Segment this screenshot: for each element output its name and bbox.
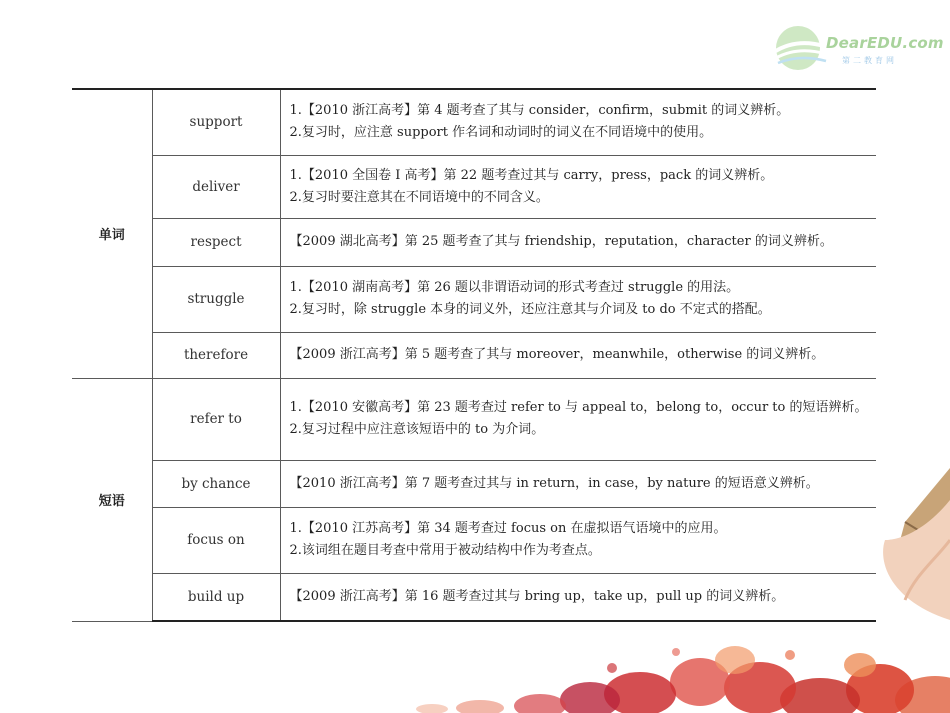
table-row [72,460,876,507]
note-cell [280,332,876,378]
table-row [72,266,876,332]
note-line: 【2010 浙江高考】第 7 题考查过其与 in return，in case，by nature 的短语意义辨析。 [289,475,819,491]
note-line: 2.复习过程中应注意该短语中的 to 为介词。 [289,422,545,437]
term-cell: deliver [152,155,280,218]
note-line: 1.【2010 湖南高考】第 26 题以非谓语动词的形式考查过 struggle 的用法。 [289,280,740,295]
term-cell: refer to [152,378,280,460]
note-line: 【2009 浙江高考】第 16 题考查过其与 bring up，take up，pull up 的词义辨析。 [289,588,785,604]
note-cell [280,507,876,573]
note-line: 2.该词组在题目考查中常用于被动结构中作为考查点。 [289,543,601,558]
note-line: 1.【2010 安徽高考】第 23 题考查过 refer to 与 appeal to，belong to，occur to 的短语辨析。 [289,400,868,415]
table-row [72,89,876,155]
note-cell [280,460,876,507]
note-line: 1.【2010 全国卷 Ⅰ 高考】第 22 题考查过其与 carry，press，pack 的词义辨析。 [289,167,774,183]
table-row [72,378,876,460]
logo-subtitle: 第二教育网 [842,56,897,65]
exam-vocab-table [72,88,876,622]
note-cell [280,89,876,155]
table-row [72,155,876,218]
term-cell: respect [152,218,280,266]
term-cell: build up [152,573,280,621]
term-cell: by chance [152,460,280,507]
term-cell: focus on [152,507,280,573]
note-line: 2.复习时要注意其在不同语境中的不同含义。 [289,189,549,205]
note-cell [280,266,876,332]
note-line: 【2009 浙江高考】第 5 题考查了其与 moreover，meanwhile，otherwise 的词义辨析。 [289,347,825,362]
table-row [72,218,876,266]
note-cell [280,218,876,266]
term-cell: support [152,89,280,155]
note-line: 【2009 湖北高考】第 25 题考查了其与 friendship，reputation，character 的词义辨析。 [289,234,833,249]
note-cell [280,378,876,460]
note-cell [280,573,876,621]
paint-splash-icon [416,646,950,713]
note-line: 2.复习时，应注意 support 作名词和动词时的词义在不同语境中的使用。 [289,125,713,141]
table-row [72,507,876,573]
logo-name: DearEDU.com [826,34,944,52]
logo-swoosh-icon [768,24,832,72]
category-cell: 短语 [72,378,152,621]
table-row [72,573,876,621]
note-line: 2.复习时，除 struggle 本身的词义外，还应注意其与介词及 to do 不定式的搭配。 [289,302,771,317]
note-cell [280,155,876,218]
term-cell: therefore [152,332,280,378]
term-cell: struggle [152,266,280,332]
site-logo [768,24,944,74]
note-line: 1.【2010 浙江高考】第 4 题考查了其与 consider，confirm，submit 的词义辨析。 [289,103,790,119]
hand-pencil-icon [883,468,950,620]
table-row [72,332,876,378]
category-cell: 单词 [72,89,152,378]
note-line: 1.【2010 江苏高考】第 34 题考查过 focus on 在虚拟语气语境中的应用。 [289,521,727,536]
